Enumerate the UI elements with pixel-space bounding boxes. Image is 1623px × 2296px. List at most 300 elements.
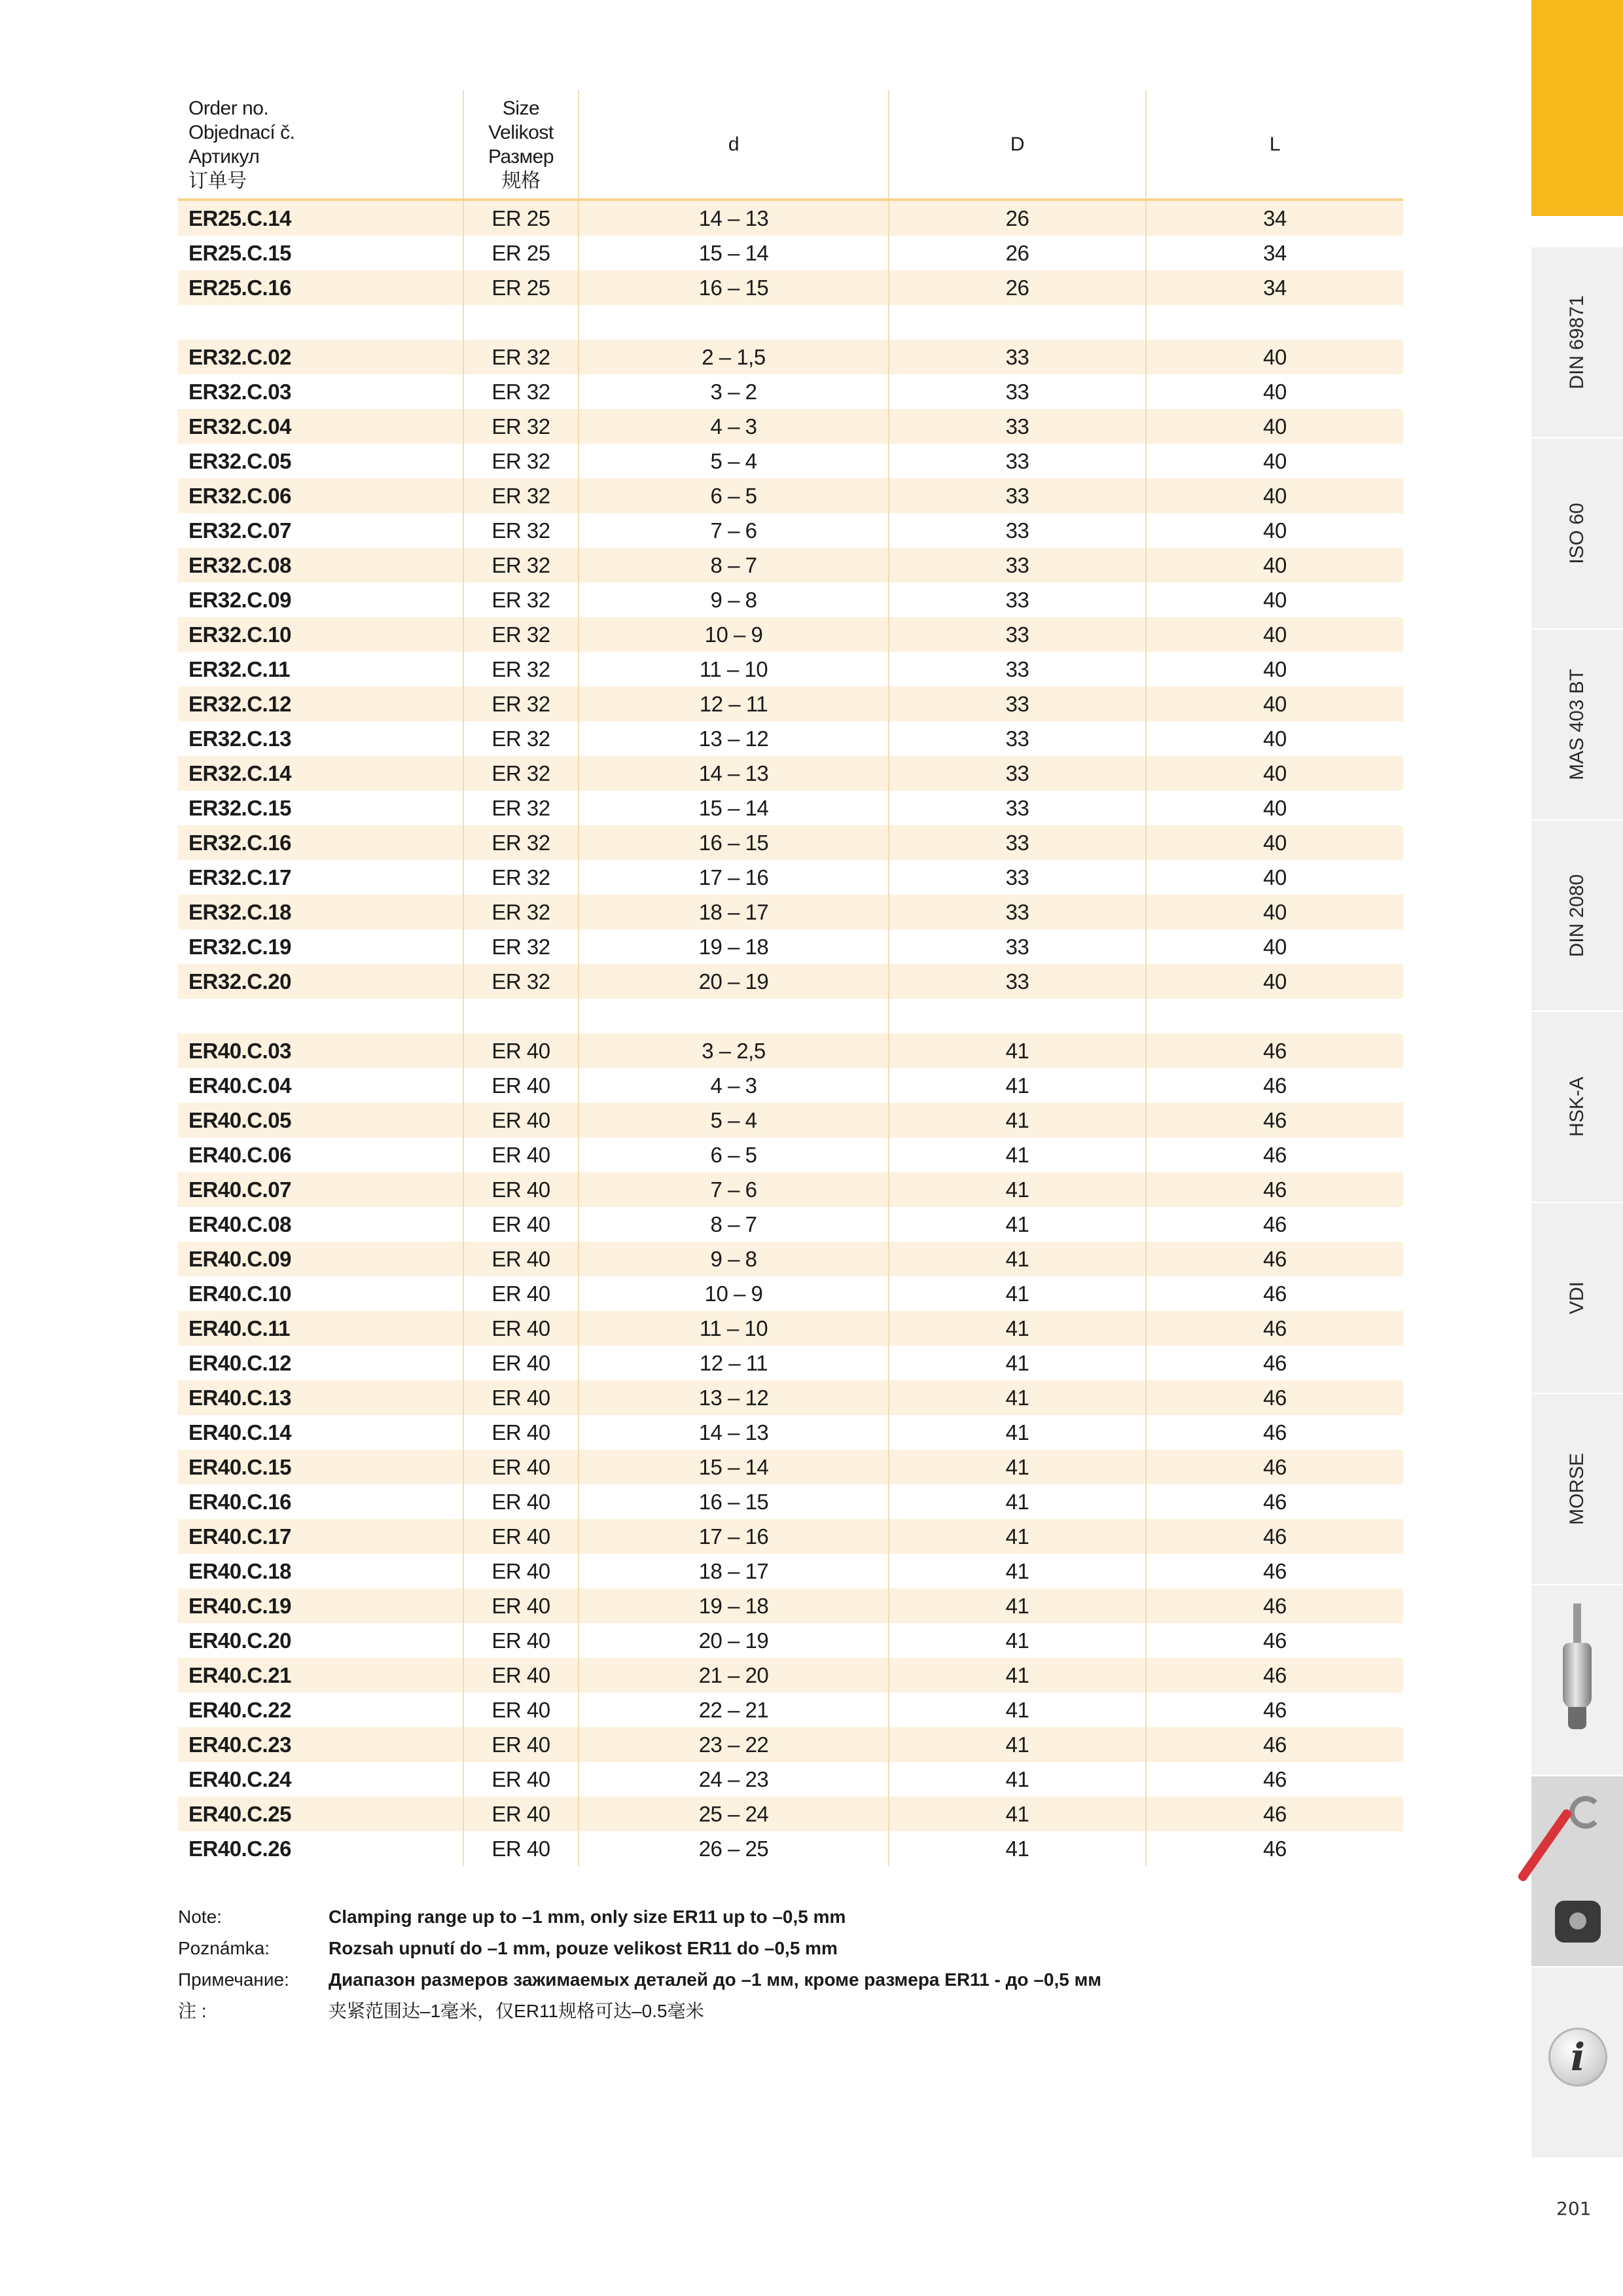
table-body xyxy=(178,200,1403,1866)
cell-length: 40 xyxy=(1146,687,1403,721)
table-header xyxy=(178,90,1403,200)
table-row xyxy=(178,583,1403,617)
cell-size: ER 40 xyxy=(463,1033,579,1068)
cell-d-inner: 6 – 5 xyxy=(579,1138,889,1172)
cell-d-inner: 25 – 24 xyxy=(579,1797,889,1831)
cell-size: ER 32 xyxy=(463,583,579,617)
cell-d-outer: 41 xyxy=(889,1519,1146,1554)
table-row xyxy=(178,721,1403,756)
sidebar-tab-info[interactable] xyxy=(1531,1967,1623,2160)
cell-order-no: ER32.C.08 xyxy=(178,548,463,583)
cell-order-no: ER32.C.03 xyxy=(178,374,463,409)
cell-length: 40 xyxy=(1263,726,1287,751)
cell-size: ER 40 xyxy=(463,1242,579,1276)
cell-d-outer: 41 xyxy=(889,1484,1146,1519)
table-row xyxy=(178,929,1403,964)
cell-size: ER 32 xyxy=(463,825,579,860)
cell-d-inner: 6 – 5 xyxy=(579,478,889,513)
cell-length: 46 xyxy=(1263,1211,1287,1236)
table-row xyxy=(178,236,1403,270)
cell-order-no: ER32.C.14 xyxy=(178,756,463,791)
sidebar-tab-label: ISO 60 xyxy=(1566,503,1588,564)
cell-order-no: ER40.C.14 xyxy=(178,1415,463,1450)
cell-d-outer: 41 xyxy=(889,1103,1146,1138)
cell-d-inner: 19 – 18 xyxy=(579,929,889,964)
sidebar-tab-label: HSK-A xyxy=(1566,1077,1588,1137)
cell-d-inner: 13 – 12 xyxy=(579,721,889,756)
note-row xyxy=(178,1901,1101,1933)
cell-size: ER 32 xyxy=(463,340,579,374)
cell-order-no: ER40.C.05 xyxy=(178,1103,463,1138)
note-row xyxy=(178,1933,1101,1964)
table-row xyxy=(178,1588,1403,1623)
cell-size: ER 32 xyxy=(463,374,579,409)
cell-order-no: ER25.C.14 xyxy=(178,200,463,236)
cell-size: ER 40 xyxy=(463,1138,579,1172)
cell-size: ER 40 xyxy=(463,1554,579,1588)
cell-d-inner: 20 – 19 xyxy=(579,1623,889,1658)
cell-d-inner: 3 – 2,5 xyxy=(579,1033,889,1068)
cell-length: 40 xyxy=(1146,964,1403,999)
sidebar-tab-iso-60[interactable] xyxy=(1531,439,1623,631)
cell-d-inner: 20 – 19 xyxy=(579,964,889,999)
cell-length: 46 xyxy=(1263,1350,1287,1375)
cell-order-no: ER40.C.07 xyxy=(178,1172,463,1207)
cell-d-inner: 7 – 6 xyxy=(579,1172,889,1207)
sidebar-tab-accent xyxy=(1531,0,1623,219)
cell-length: 46 xyxy=(1146,1727,1403,1762)
cell-length: 46 xyxy=(1146,1797,1403,1831)
collet-table xyxy=(178,90,1403,1866)
cell-d-inner: 14 – 13 xyxy=(579,756,889,791)
table-row xyxy=(178,1068,1403,1103)
cell-length: 40 xyxy=(1263,518,1287,543)
cell-length: 46 xyxy=(1263,1628,1287,1653)
cell-d-outer: 41 xyxy=(889,1797,1146,1831)
table-spacer-row xyxy=(178,999,1403,1033)
cell-order-no: ER32.C.19 xyxy=(178,929,463,964)
cell-length: 40 xyxy=(1146,825,1403,860)
spacer-cell xyxy=(1146,305,1403,340)
sidebar-tab-label: DIN 2080 xyxy=(1566,874,1588,958)
note-text: Rozsah upnutí do –1 mm, pouze velikost ER11 do –0,5 mm xyxy=(329,1938,838,1958)
cell-d-inner: 23 – 22 xyxy=(579,1727,889,1762)
sidebar-tab-mas-403-bt[interactable] xyxy=(1531,630,1623,822)
cell-length: 46 xyxy=(1263,1767,1287,1791)
cell-d-outer: 33 xyxy=(889,409,1146,444)
cell-length: 46 xyxy=(1146,1242,1403,1276)
cell-d-outer: 41 xyxy=(889,1138,1146,1172)
cell-size: ER 32 xyxy=(463,444,579,478)
cell-d-outer: 33 xyxy=(889,687,1146,721)
cell-d-inner: 12 – 11 xyxy=(579,687,889,721)
spacer-cell xyxy=(579,305,889,340)
cell-size: ER 32 xyxy=(463,409,579,444)
table-row xyxy=(178,1242,1403,1276)
cell-length: 46 xyxy=(1146,1033,1403,1068)
cell-d-inner: 26 – 25 xyxy=(579,1831,889,1866)
cell-length: 40 xyxy=(1146,478,1403,513)
cell-size: ER 40 xyxy=(463,1172,579,1207)
table-row xyxy=(178,1033,1403,1068)
cell-d-outer: 41 xyxy=(889,1554,1146,1588)
cell-length: 46 xyxy=(1146,1103,1403,1138)
cell-size: ER 32 xyxy=(463,617,579,652)
cell-d-inner: 18 – 17 xyxy=(579,895,889,929)
table-spacer-row xyxy=(178,305,1403,340)
note-label: Note: xyxy=(178,1907,222,1927)
cell-size: ER 25 xyxy=(463,200,579,236)
cell-order-no: ER40.C.21 xyxy=(178,1658,463,1693)
sidebar-tab-label: MAS 403 BT xyxy=(1566,668,1588,781)
cell-d-inner: 17 – 16 xyxy=(579,1519,889,1554)
cell-order-no: ER40.C.20 xyxy=(178,1623,463,1658)
table-row xyxy=(178,617,1403,652)
table-row xyxy=(178,1623,1403,1658)
spacer-cell xyxy=(463,999,579,1033)
cell-size: ER 40 xyxy=(463,1103,579,1138)
sidebar-tab-din-2080[interactable] xyxy=(1531,821,1623,1013)
cell-length: 34 xyxy=(1146,200,1403,236)
table-row xyxy=(178,1311,1403,1346)
header-order-no: Order no. Objednací č. Артикул 订单号 xyxy=(178,90,463,200)
sidebar-tab-chuck[interactable] xyxy=(1531,1585,1623,1778)
cell-size: ER 40 xyxy=(463,1346,579,1380)
table-row xyxy=(178,478,1403,513)
spacer-cell xyxy=(579,999,889,1033)
cell-size: ER 40 xyxy=(463,1276,579,1311)
cell-order-no: ER40.C.06 xyxy=(178,1138,463,1172)
cell-order-no: ER40.C.08 xyxy=(178,1207,463,1242)
cell-length: 46 xyxy=(1263,1836,1287,1861)
cell-size: ER 40 xyxy=(463,1380,579,1415)
cell-order-no: ER32.C.10 xyxy=(178,617,463,652)
sidebar-tab-din-69871[interactable] xyxy=(1531,247,1623,440)
cell-length: 46 xyxy=(1146,1450,1403,1484)
cell-order-no: ER32.C.11 xyxy=(178,652,463,687)
cell-d-outer: 41 xyxy=(889,1658,1146,1693)
cell-d-outer: 41 xyxy=(889,1276,1146,1311)
cell-d-inner: 12 – 11 xyxy=(579,1346,889,1380)
cell-d-outer: 41 xyxy=(889,1623,1146,1658)
table-row xyxy=(178,1103,1403,1138)
cell-d-outer: 33 xyxy=(889,652,1146,687)
cell-order-no: ER40.C.19 xyxy=(178,1588,463,1623)
table-row xyxy=(178,1172,1403,1207)
cell-size: ER 40 xyxy=(463,1762,579,1797)
table-row xyxy=(178,374,1403,409)
cell-d-outer: 33 xyxy=(889,617,1146,652)
cell-length: 46 xyxy=(1146,1588,1403,1623)
cell-length: 40 xyxy=(1146,895,1403,929)
cell-d-outer: 33 xyxy=(889,478,1146,513)
cell-length: 46 xyxy=(1263,1489,1287,1514)
cell-length: 40 xyxy=(1146,548,1403,583)
cell-order-no: ER40.C.13 xyxy=(178,1380,463,1415)
cell-d-outer: 33 xyxy=(889,548,1146,583)
table-row xyxy=(178,1484,1403,1519)
cell-length: 40 xyxy=(1263,934,1287,959)
cell-d-inner: 24 – 23 xyxy=(579,1762,889,1797)
table-row xyxy=(178,791,1403,825)
cell-size: ER 32 xyxy=(463,756,579,791)
cell-d-outer: 33 xyxy=(889,444,1146,478)
table-row xyxy=(178,513,1403,548)
table-row xyxy=(178,1276,1403,1311)
cell-order-no: ER40.C.26 xyxy=(178,1831,463,1866)
cell-order-no: ER40.C.16 xyxy=(178,1484,463,1519)
cell-length: 40 xyxy=(1263,656,1287,681)
cell-size: ER 32 xyxy=(463,929,579,964)
cell-d-inner: 17 – 16 xyxy=(579,860,889,895)
cell-size: ER 32 xyxy=(463,548,579,583)
table-row xyxy=(178,1797,1403,1831)
cell-d-outer: 41 xyxy=(889,1450,1146,1484)
cell-d-outer: 41 xyxy=(889,1033,1146,1068)
wrench-icon xyxy=(1546,1796,1609,1894)
cell-length: 46 xyxy=(1263,1558,1287,1583)
table-row xyxy=(178,1762,1403,1797)
header-length: L xyxy=(1146,90,1403,200)
cell-d-outer: 41 xyxy=(889,1693,1146,1727)
cell-length: 46 xyxy=(1263,1420,1287,1444)
cell-d-inner: 15 – 14 xyxy=(579,791,889,825)
cell-order-no: ER40.C.24 xyxy=(178,1762,463,1797)
spacer-cell xyxy=(178,305,463,340)
table-row xyxy=(178,825,1403,860)
cell-d-outer: 33 xyxy=(889,895,1146,929)
cell-d-outer: 33 xyxy=(889,513,1146,548)
sidebar-tab-vdi[interactable] xyxy=(1531,1203,1623,1395)
cell-length: 40 xyxy=(1146,617,1403,652)
cell-size: ER 40 xyxy=(463,1727,579,1762)
cell-d-inner: 14 – 13 xyxy=(579,1415,889,1450)
header-size: Size Velikost Размер 规格 xyxy=(463,90,579,200)
spacer-cell xyxy=(463,305,579,340)
cell-length: 40 xyxy=(1263,587,1287,612)
note-text: Clamping range up to –1 mm, only size ER11 up to –0,5 mm xyxy=(329,1907,846,1927)
cell-size: ER 32 xyxy=(463,652,579,687)
table-row xyxy=(178,1658,1403,1693)
cell-d-inner: 22 – 21 xyxy=(579,1693,889,1727)
cell-d-inner: 15 – 14 xyxy=(579,1450,889,1484)
cell-size: ER 40 xyxy=(463,1311,579,1346)
cell-order-no: ER40.C.15 xyxy=(178,1450,463,1484)
cell-size: ER 40 xyxy=(463,1519,579,1554)
cell-order-no: ER40.C.17 xyxy=(178,1519,463,1554)
cell-d-inner: 8 – 7 xyxy=(579,548,889,583)
cell-length: 40 xyxy=(1263,795,1287,820)
note-text: Диапазон размеров зажимаемых деталей до –1 мм, кроме размера ER11 - до –0,5 мм xyxy=(329,1969,1102,1990)
table-row xyxy=(178,687,1403,721)
cell-d-inner: 21 – 20 xyxy=(579,1658,889,1693)
cell-length: 40 xyxy=(1146,340,1403,374)
cell-d-outer: 41 xyxy=(889,1415,1146,1450)
cell-d-inner: 9 – 8 xyxy=(579,583,889,617)
table-row xyxy=(178,1693,1403,1727)
cell-size: ER 40 xyxy=(463,1068,579,1103)
cell-d-outer: 33 xyxy=(889,860,1146,895)
cell-d-outer: 33 xyxy=(889,825,1146,860)
table-row xyxy=(178,270,1403,305)
cell-d-outer: 33 xyxy=(889,721,1146,756)
cell-order-no: ER40.C.10 xyxy=(178,1276,463,1311)
cell-d-outer: 41 xyxy=(889,1346,1146,1380)
cell-size: ER 40 xyxy=(463,1797,579,1831)
cell-order-no: ER32.C.09 xyxy=(178,583,463,617)
cell-size: ER 32 xyxy=(463,791,579,825)
spacer-cell xyxy=(1146,999,1403,1033)
cell-d-inner: 4 – 3 xyxy=(579,1068,889,1103)
info-icon: i xyxy=(1548,2028,1607,2087)
cell-d-inner: 2 – 1,5 xyxy=(579,340,889,374)
cell-d-inner: 8 – 7 xyxy=(579,1207,889,1242)
cell-d-outer: 33 xyxy=(889,791,1146,825)
cell-d-inner: 19 – 18 xyxy=(579,1588,889,1623)
cell-order-no: ER32.C.02 xyxy=(178,340,463,374)
cell-length: 46 xyxy=(1146,1658,1403,1693)
cell-order-no: ER40.C.09 xyxy=(178,1242,463,1276)
cell-size: ER 32 xyxy=(463,687,579,721)
cell-order-no: ER40.C.12 xyxy=(178,1346,463,1380)
cell-order-no: ER40.C.22 xyxy=(178,1693,463,1727)
cell-d-outer: 41 xyxy=(889,1172,1146,1207)
cell-d-outer: 41 xyxy=(889,1311,1146,1346)
cell-order-no: ER25.C.15 xyxy=(178,236,463,270)
cell-d-outer: 26 xyxy=(889,200,1146,236)
table-row xyxy=(178,1380,1403,1415)
cell-size: ER 32 xyxy=(463,895,579,929)
table-row xyxy=(178,409,1403,444)
cell-order-no: ER32.C.04 xyxy=(178,409,463,444)
sidebar-tab-collet-accessories[interactable] xyxy=(1531,1776,1623,1969)
note-row xyxy=(178,1996,1101,2027)
cell-order-no: ER32.C.05 xyxy=(178,444,463,478)
sidebar-tab-morse[interactable] xyxy=(1531,1394,1623,1587)
cell-length: 34 xyxy=(1263,240,1287,265)
cell-d-inner: 10 – 9 xyxy=(579,617,889,652)
note-row xyxy=(178,1964,1101,1996)
cell-size: ER 32 xyxy=(463,478,579,513)
cell-order-no: ER32.C.16 xyxy=(178,825,463,860)
cell-length: 40 xyxy=(1263,379,1287,404)
table-row xyxy=(178,860,1403,895)
cell-d-outer: 41 xyxy=(889,1207,1146,1242)
cell-size: ER 25 xyxy=(463,270,579,305)
cell-order-no: ER32.C.12 xyxy=(178,687,463,721)
cell-length: 46 xyxy=(1146,1380,1403,1415)
sidebar-tab-label: VDI xyxy=(1566,1281,1588,1315)
drill-chuck-icon xyxy=(1558,1604,1597,1754)
cell-d-outer: 41 xyxy=(889,1727,1146,1762)
table-row xyxy=(178,652,1403,687)
cell-size: ER 40 xyxy=(463,1450,579,1484)
sidebar-tab-hsk-a[interactable] xyxy=(1531,1012,1623,1204)
cell-d-outer: 33 xyxy=(889,756,1146,791)
cell-length: 34 xyxy=(1146,270,1403,305)
note-text: 夹紧范围达–1毫米，仅ER11规格可达–0.5毫米 xyxy=(329,2001,704,2021)
cell-size: ER 40 xyxy=(463,1484,579,1519)
cell-d-inner: 7 – 6 xyxy=(579,513,889,548)
cell-size: ER 40 xyxy=(463,1415,579,1450)
cell-d-outer: 33 xyxy=(889,340,1146,374)
cell-d-inner: 10 – 9 xyxy=(579,1276,889,1311)
cell-order-no: ER32.C.17 xyxy=(178,860,463,895)
cell-order-no: ER25.C.16 xyxy=(178,270,463,305)
table-row xyxy=(178,340,1403,374)
cell-d-outer: 33 xyxy=(889,964,1146,999)
notes-section xyxy=(178,1901,1101,2027)
cell-length: 46 xyxy=(1263,1281,1287,1306)
cell-d-inner: 11 – 10 xyxy=(579,1311,889,1346)
table-row xyxy=(178,756,1403,791)
cell-length: 46 xyxy=(1146,1519,1403,1554)
table-row xyxy=(178,1831,1403,1866)
cell-length: 46 xyxy=(1146,1172,1403,1207)
cell-order-no: ER40.C.03 xyxy=(178,1033,463,1068)
cell-d-outer: 41 xyxy=(889,1588,1146,1623)
cell-d-inner: 5 – 4 xyxy=(579,1103,889,1138)
cell-d-outer: 26 xyxy=(889,236,1146,270)
cell-d-outer: 26 xyxy=(889,270,1146,305)
header-d-outer: D xyxy=(889,90,1146,200)
section-sidebar xyxy=(1531,0,1623,2160)
cell-d-inner: 16 – 15 xyxy=(579,825,889,860)
cell-length: 46 xyxy=(1263,1073,1287,1098)
header-d-inner: d xyxy=(579,90,889,200)
table-row xyxy=(178,548,1403,583)
cell-d-inner: 5 – 4 xyxy=(579,444,889,478)
spacer-cell xyxy=(889,999,1146,1033)
cell-d-inner: 18 – 17 xyxy=(579,1554,889,1588)
cell-length: 40 xyxy=(1263,448,1287,473)
sidebar-tab-label: DIN 69871 xyxy=(1566,295,1588,389)
cell-d-inner: 4 – 3 xyxy=(579,409,889,444)
cell-size: ER 32 xyxy=(463,513,579,548)
cell-size: ER 32 xyxy=(463,964,579,999)
cell-order-no: ER32.C.20 xyxy=(178,964,463,999)
cell-d-outer: 41 xyxy=(889,1762,1146,1797)
table-row xyxy=(178,1450,1403,1484)
cell-order-no: ER32.C.15 xyxy=(178,791,463,825)
cell-size: ER 40 xyxy=(463,1588,579,1623)
sidebar-tab-label: MORSE xyxy=(1566,1452,1588,1526)
cell-length: 46 xyxy=(1263,1142,1287,1167)
cell-d-inner: 3 – 2 xyxy=(579,374,889,409)
cell-d-inner: 15 – 14 xyxy=(579,236,889,270)
cell-d-outer: 33 xyxy=(889,374,1146,409)
cell-length: 40 xyxy=(1263,865,1287,889)
cell-d-inner: 13 – 12 xyxy=(579,1380,889,1415)
note-label: 注 : xyxy=(178,2001,207,2021)
table-row xyxy=(178,1554,1403,1588)
cell-size: ER 40 xyxy=(463,1831,579,1866)
cell-order-no: ER40.C.04 xyxy=(178,1068,463,1103)
cell-d-outer: 41 xyxy=(889,1380,1146,1415)
cell-order-no: ER40.C.25 xyxy=(178,1797,463,1831)
cell-size: ER 25 xyxy=(463,236,579,270)
cell-d-inner: 16 – 15 xyxy=(579,270,889,305)
cell-d-outer: 41 xyxy=(889,1831,1146,1866)
cell-d-inner: 14 – 13 xyxy=(579,200,889,236)
cell-order-no: ER32.C.06 xyxy=(178,478,463,513)
cell-d-inner: 11 – 10 xyxy=(579,652,889,687)
table-row xyxy=(178,1727,1403,1762)
page-number: 201 xyxy=(1556,2198,1592,2219)
cell-size: ER 32 xyxy=(463,860,579,895)
spacer-cell xyxy=(178,999,463,1033)
note-label: Примечание: xyxy=(178,1969,289,1990)
